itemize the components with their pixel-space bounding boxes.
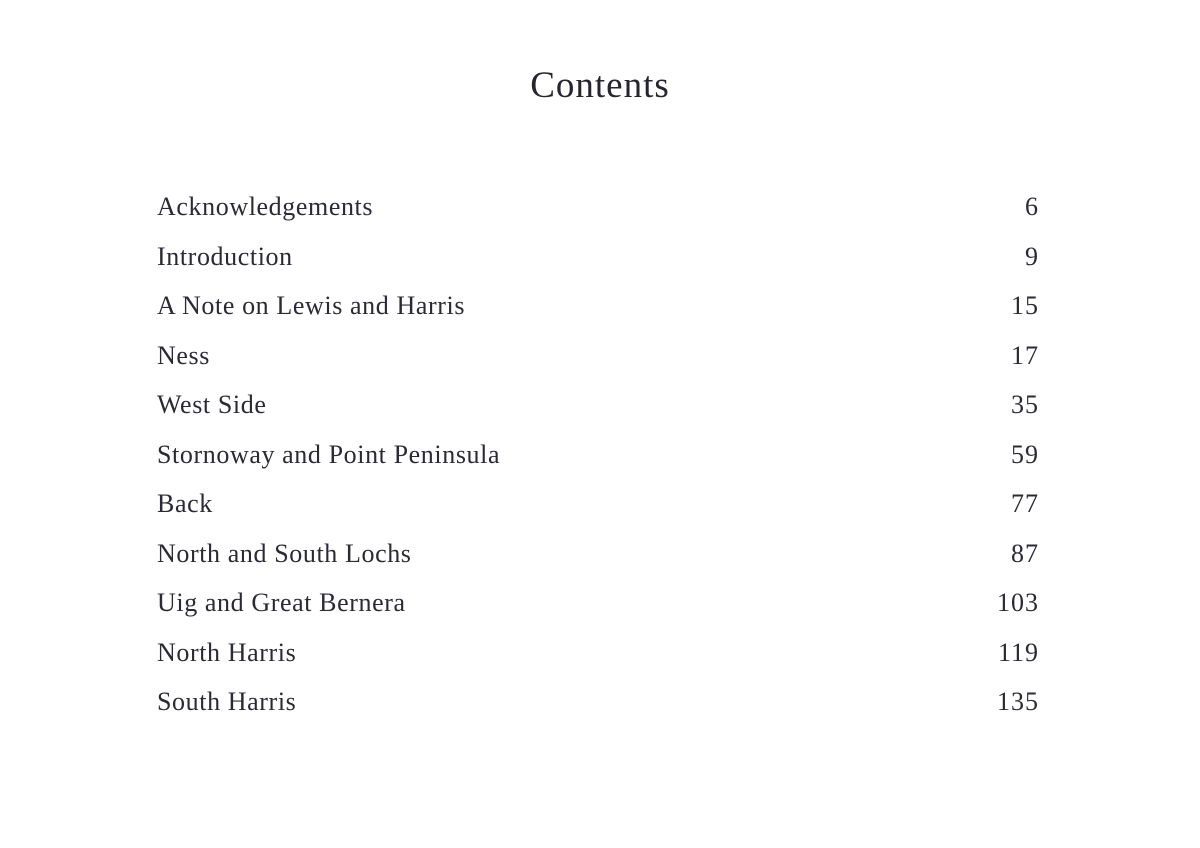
toc-entry-page-number: 17: [1011, 340, 1039, 370]
toc-entry-page-number: 135: [997, 687, 1039, 716]
toc-entry-label: Acknowledgements: [157, 192, 374, 221]
toc-entry: [157, 638, 1039, 688]
toc-entry: [157, 192, 1039, 242]
toc-entry-label: Back: [157, 489, 213, 518]
toc-entry-page-number: 6: [1025, 192, 1039, 221]
toc-entry-page-number: 9: [1025, 241, 1039, 271]
toc-entry: [157, 539, 1039, 589]
toc-entry-page-number: 59: [1011, 439, 1039, 469]
toc-entry-label: Introduction: [157, 241, 293, 271]
toc-entry: [157, 291, 1039, 341]
toc-entry: [157, 588, 1039, 638]
toc-entry: [157, 489, 1039, 539]
toc-list: [157, 192, 1039, 737]
toc-entry: [157, 687, 1039, 737]
toc-entry-page-number: 15: [1011, 291, 1039, 320]
toc-entry-page-number: 119: [997, 637, 1039, 667]
toc-entry-label: West Side: [157, 390, 267, 419]
toc-entry-label: South Harris: [157, 687, 297, 716]
toc-entry-label: Ness: [157, 340, 210, 370]
toc-entry-page-number: 77: [1011, 489, 1039, 518]
toc-entry-label: Stornoway and Point Peninsula: [157, 439, 501, 469]
toc-entry-label: North and South Lochs: [157, 538, 412, 568]
toc-entry-page-number: 35: [1011, 390, 1039, 419]
toc-entry: [157, 390, 1039, 440]
toc-entry-label: North Harris: [157, 637, 297, 667]
toc-entry: [157, 341, 1039, 391]
toc-entry-page-number: 87: [1011, 538, 1039, 568]
page-title: Contents: [530, 65, 670, 106]
toc-entry-label: Uig and Great Bernera: [157, 588, 406, 617]
toc-entry: [157, 440, 1039, 490]
toc-entry-page-number: 103: [997, 588, 1039, 617]
toc-entry: [157, 242, 1039, 292]
toc-entry-label: A Note on Lewis and Harris: [157, 291, 466, 320]
